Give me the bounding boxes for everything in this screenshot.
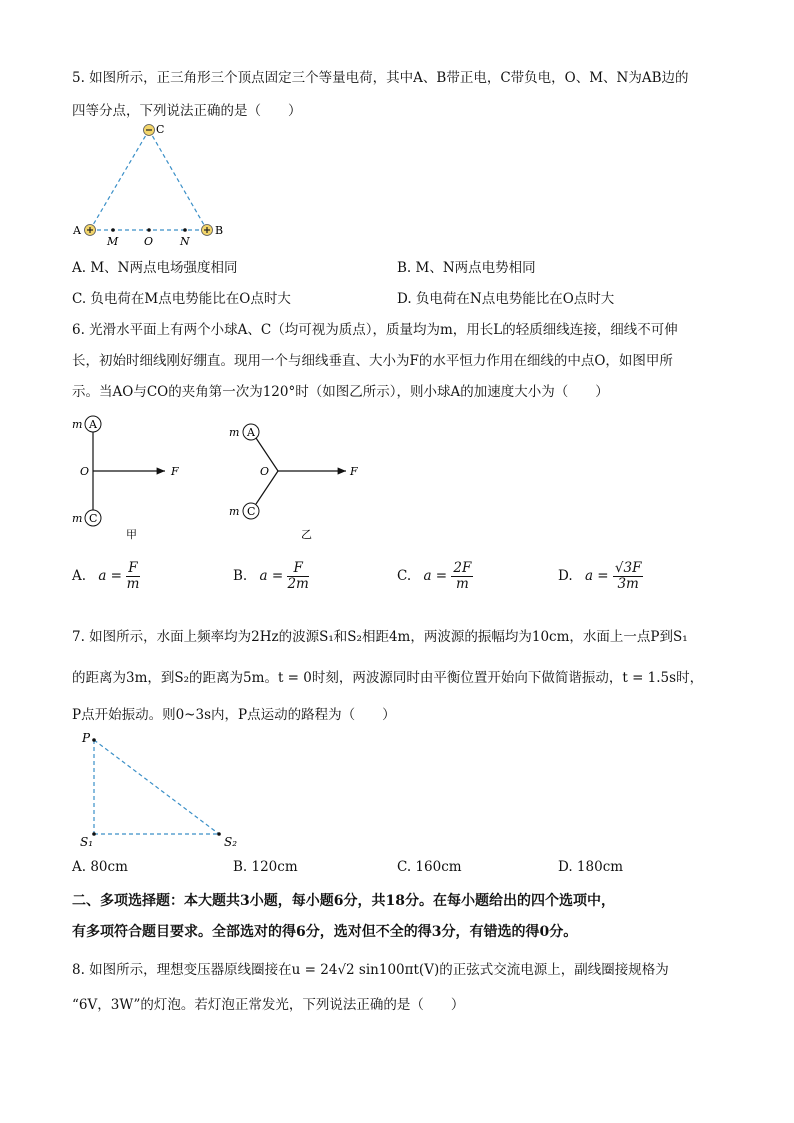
q5-option-c[interactable]: C. 负电荷在M点电势能比在O点时大 (72, 291, 291, 307)
q6-figure-jia (68, 410, 198, 545)
q6-yi-label-c: C (247, 505, 256, 518)
q5-option-d[interactable]: D. 负电荷在N点电势能比在O点时大 (397, 291, 615, 307)
q5-label-c: C (156, 123, 165, 136)
q7-stem-line2: 的距离为3m，到S₂的距离为5m。t = 0时刻，两波源同时由平衡位置开始向下做简谐振动，t = 1.5s时， (72, 670, 704, 686)
q6-jia-label-c: C (89, 512, 98, 525)
section2-heading-line2: 有多项符合题目要求。全部选对的得6分，选对但不全的得3分，有错选的得0分。 (72, 924, 578, 940)
q7-figure (76, 728, 256, 853)
q7-point-s2 (217, 832, 221, 836)
q7-option-a[interactable]: A. 80cm (72, 859, 128, 875)
q7-option-b[interactable]: B. 120cm (233, 859, 298, 875)
q6-yi-label-o: O (260, 465, 270, 478)
q6-stem-line3: 示。当AO与CO的夹角第一次为120°时（如图乙所示），则小球A的加速度大小为（ ） (72, 384, 609, 400)
q7-stem-line1: 7. 如图所示，水面上频率均为2Hz的波源S₁和S₂相距4m，两波源的振幅均为10cm，水面上一点P到S₁ (72, 629, 688, 645)
q6-option-c-lhs: a = (423, 568, 448, 584)
q6-option-d-label: D. (558, 568, 573, 584)
q5-label-n: N (180, 235, 190, 248)
q7-label-p: P (82, 731, 91, 745)
q6-jia-label-a: A (89, 418, 97, 431)
q7-point-p (92, 738, 96, 742)
q6-option-c-fraction: $\frac{2F}{m}$ (453, 560, 472, 592)
q6-figure-yi (226, 418, 366, 545)
q6-yi-caption: 乙 (301, 528, 312, 541)
q6-option-a-lhs: a = (98, 568, 122, 584)
q5-point-o (147, 228, 151, 232)
section2-heading-line1: 二、多项选择题：本大题共3小题，每小题6分，共18分。在每小题给出的四个选项中， (72, 893, 615, 909)
q5-label-b: B (215, 224, 224, 237)
q7-label-s1: S₁ (80, 835, 94, 849)
q6-option-d-lhs: a = (584, 568, 609, 584)
q6-jia-label-f: F (171, 465, 179, 478)
q7-option-c[interactable]: C. 160cm (397, 859, 462, 875)
q6-option-a-fraction: $\frac{F}{m}$ (126, 560, 140, 592)
q6-jia-caption: 甲 (126, 528, 137, 541)
q6-option-d[interactable] (558, 561, 643, 592)
q5-label-a: A (73, 224, 81, 237)
q7-stem-line3: P点开始振动。则0~3s内，P点运动的路程为（ ） (72, 707, 396, 723)
q5-stem-line2: 四等分点，下列说法正确的是（ ） (72, 103, 302, 119)
q5-label-m: M (107, 235, 119, 248)
q6-stem-line2: 长，初始时细线刚好绷直。现用一个与细线垂直、大小为F的水平恒力作用在细线的中点O，如图甲所 (72, 353, 673, 369)
q5-label-o: O (144, 235, 154, 248)
q5-option-a[interactable]: A. M、N两点电场强度相同 (72, 260, 238, 276)
q6-yi-label-a: A (247, 426, 255, 439)
q5-option-b[interactable]: B. M、N两点电势相同 (397, 260, 536, 276)
q8-stem-line2: “6V，3W”的灯泡。若灯泡正常发光，下列说法正确的是（ ） (72, 997, 465, 1013)
q6-jia-label-o: O (80, 465, 90, 478)
q6-yi-label-f: F (350, 465, 358, 478)
q6-option-b-lhs: a = (259, 568, 284, 584)
q6-option-b[interactable] (233, 561, 309, 592)
q6-option-a-label: A. (72, 568, 87, 584)
q5-side-cb (149, 130, 207, 230)
q6-jia-label-m-bottom: m (72, 512, 83, 525)
q7-label-s2: S₂ (224, 835, 238, 849)
q6-stem-line1: 6. 光滑水平面上有两个小球A、C（均可视为质点），质量均为m，用长L的轻质细线连接，细线不可伸 (72, 322, 678, 338)
q6-option-c-label: C. (397, 568, 412, 584)
q7-side-ps2 (94, 740, 219, 834)
q6-yi-label-m-bottom: m (229, 505, 240, 518)
q7-option-d[interactable]: D. 180cm (558, 859, 624, 875)
q5-side-ca (90, 130, 149, 230)
q5-triangle-figure (66, 118, 236, 248)
q6-option-d-fraction: $\frac{√3F}{3m}$ (614, 560, 642, 592)
q6-option-b-label: B. (233, 568, 248, 584)
q5-point-n (183, 228, 187, 232)
q8-stem-line1: 8. 如图所示，理想变压器原线圈接在u = 24√2 sin100πt(V)的正弦式交流电源上，副线圈接规格为 (72, 962, 669, 978)
q5-point-m (111, 228, 115, 232)
q6-jia-label-m-top: m (72, 418, 83, 431)
q6-yi-label-m-top: m (229, 426, 240, 439)
q6-option-c[interactable] (397, 561, 473, 592)
q5-stem-line1: 5. 如图所示，正三角形三个顶点固定三个等量电荷，其中A、B带正电，C带负电，O、M、N为AB边的 (72, 70, 689, 86)
q6-option-a[interactable] (72, 561, 140, 592)
q6-option-b-fraction: $\frac{F}{2m}$ (287, 560, 309, 592)
